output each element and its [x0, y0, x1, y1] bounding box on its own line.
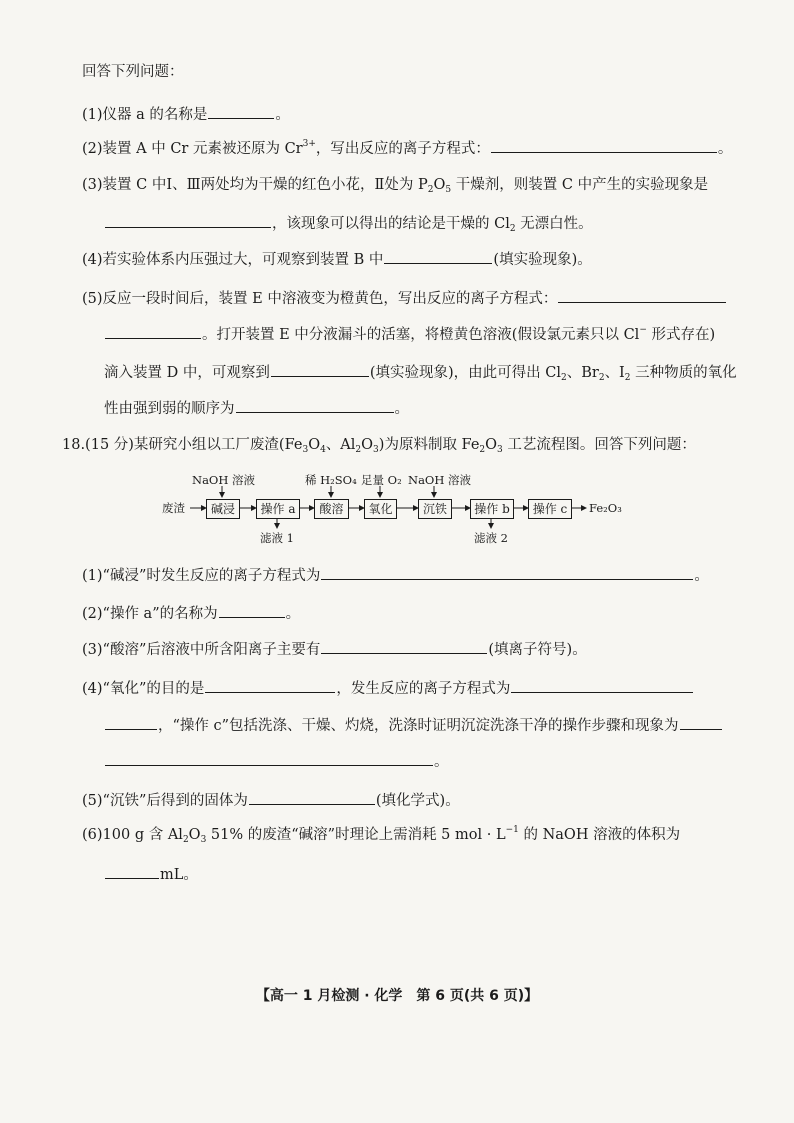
- answer-blank[interactable]: [249, 789, 375, 805]
- answer-blank[interactable]: [236, 397, 394, 413]
- flow-reagent-naoh-2: NaOH 溶液: [408, 473, 472, 487]
- flow-step-operation-a: 操作 a: [256, 499, 300, 519]
- flow-reagent-h2so4: 稀 H₂SO₄: [305, 473, 357, 487]
- page-footer: 【高一 1 月检测 · 化学 第 6 页(共 6 页)】: [255, 988, 539, 1004]
- q18-part6-line2: mL。: [104, 863, 198, 885]
- flow-step-operation-b: 操作 b: [470, 499, 514, 519]
- q18-part5: (5)“沉铁”后得到的固体为 (填化学式)。: [82, 789, 460, 811]
- flow-reagent-o2: 足量 O₂: [361, 473, 402, 487]
- intro-text: 回答下列问题：: [82, 64, 184, 80]
- flow-step-precipitate-iron: 沉铁: [418, 499, 452, 519]
- answer-blank[interactable]: [219, 602, 285, 618]
- answer-blank[interactable]: [105, 714, 157, 730]
- q17-part2: (2)装置 A 中 Cr 元素被还原为 $Cr^{3+}$，写出反应的离子方程式： 。: [82, 139, 733, 157]
- answer-blank[interactable]: [205, 677, 335, 693]
- q18-part4-line1: (4)“氧化”的目的是 ，发生反应的离子方程式为: [82, 677, 694, 699]
- flow-filtrate-2: 滤液 2: [474, 531, 508, 545]
- q18-part2: (2)“操作 a”的名称为 。: [82, 602, 300, 624]
- flow-step-operation-c: 操作 c: [528, 499, 572, 519]
- answer-blank[interactable]: [558, 287, 726, 303]
- q17-part3-line2: ，该现象可以得出的结论是干燥的 $Cl_2$ 无漂白性。: [104, 212, 593, 234]
- answer-blank[interactable]: [321, 638, 487, 654]
- flow-filtrate-1: 滤液 1: [260, 531, 294, 545]
- flow-step-oxidize: 氧化: [364, 499, 397, 519]
- flow-step-alkali-leach: 碱浸: [206, 499, 240, 519]
- flow-reagent-naoh: NaOH 溶液: [192, 473, 256, 487]
- answer-blank[interactable]: [105, 750, 433, 766]
- answer-blank[interactable]: [105, 212, 271, 228]
- q17-part5-line2: 。打开装置 E 中分液漏斗的活塞，将橙黄色溶液(假设氯元素只以 Cl− 形式存在): [104, 323, 715, 345]
- answer-blank[interactable]: [321, 564, 693, 580]
- answer-blank[interactable]: [511, 677, 693, 693]
- q18-part3: (3)“酸溶”后溶液中所含阳离子主要有 (填离子符号)。: [82, 638, 587, 660]
- answer-blank[interactable]: [105, 323, 201, 339]
- flow-start: 废渣: [162, 501, 185, 515]
- q17-part5-line3: 滴入装置 D 中，可观察到 (填实验现象)，由此可得出 $Cl_2$、$Br_2$、$I_2$ 三种物质的氧化: [104, 361, 737, 383]
- q17-part3-line1: (3)装置 C 中Ⅰ、Ⅲ两处均为干燥的红色小花，Ⅱ处为 $P_2O_5$ 干燥剂，则装置 C 中产生的实验现象是: [82, 177, 709, 195]
- q18-part4-line3: 。: [104, 750, 449, 772]
- q18-heading: 18.(15 分)某研究小组以工厂废渣($Fe_3O_4$、$Al_2O_3$)为原料制取 $Fe_2O_3$ 工艺流程图。回答下列问题：: [62, 437, 696, 455]
- q17-part5-line1: (5)反应一段时间后，装置 E 中溶液变为橙黄色，写出反应的离子方程式：: [82, 287, 727, 309]
- q17-part4: (4)若实验体系内压强过大，可观察到装置 B 中 (填实验现象)。: [82, 248, 592, 270]
- answer-blank[interactable]: [271, 361, 369, 377]
- answer-blank[interactable]: [384, 248, 492, 264]
- answer-blank[interactable]: [491, 137, 717, 153]
- flow-step-acid-dissolve: 酸溶: [314, 499, 349, 519]
- flow-end: Fe₂O₃: [589, 501, 622, 515]
- answer-blank[interactable]: [680, 714, 722, 730]
- q18-part1: (1)“碱浸”时发生反应的离子方程式为 。: [82, 564, 709, 586]
- q17-part5-line4: 性由强到弱的顺序为 。: [104, 397, 409, 419]
- answer-blank[interactable]: [105, 863, 159, 879]
- q18-part6-line1: (6)100 g 含 $Al_2O_3$ 51% 的废渣“碱溶”时理论上需消耗 5 mol · $L^{-1}$ 的 NaOH 溶液的体积为: [82, 825, 681, 845]
- q17-part1: (1)仪器 a 的名称是 。: [82, 103, 290, 125]
- answer-blank[interactable]: [208, 103, 274, 119]
- q18-part4-line2: ，“操作 c”包括洗涤、干燥、灼烧，洗涤时证明沉淀洗涤干净的操作步骤和现象为: [104, 714, 723, 736]
